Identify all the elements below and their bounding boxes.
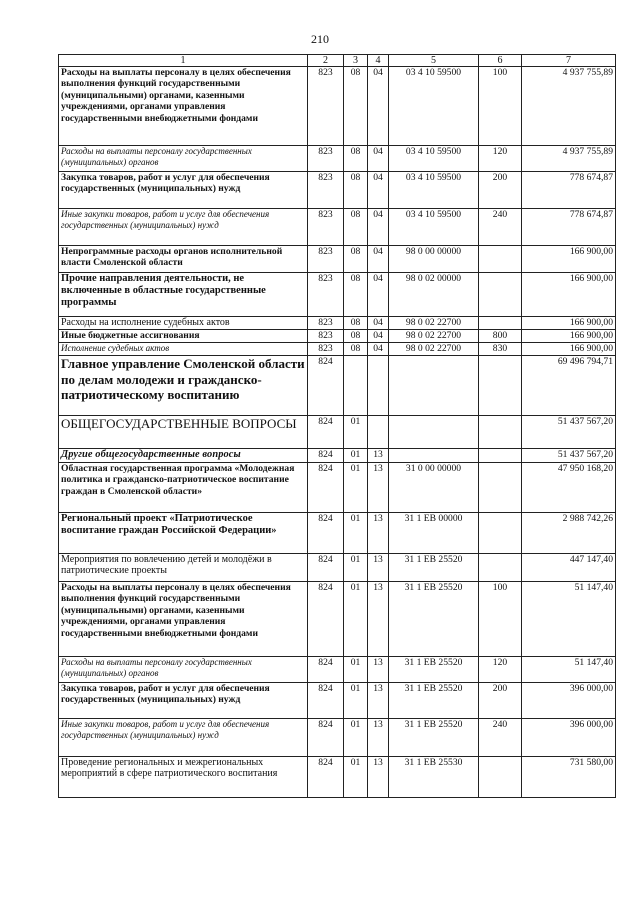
subsection-code-cell: 04 — [368, 146, 389, 172]
admin-code-cell: 823 — [308, 146, 344, 172]
amount-cell: 47 950 168,20 — [522, 463, 616, 513]
subsection-code-cell — [368, 356, 389, 416]
expense-type-cell: 200 — [479, 683, 522, 719]
subsection-code-cell: 04 — [368, 246, 389, 273]
row-name-cell: Расходы на исполнение судебных актов — [59, 317, 308, 330]
amount-cell: 778 674,87 — [522, 172, 616, 209]
table-row — [59, 757, 616, 798]
table-row — [59, 317, 616, 330]
subsection-code-cell: 13 — [368, 513, 389, 554]
page-number: 210 — [311, 32, 329, 46]
admin-code-cell: 824 — [308, 356, 344, 416]
row-name-cell: Проведение региональных и межрегиональных мероприятий в сфере патриотического воспитания — [59, 757, 308, 798]
row-name-cell: Расходы на выплаты персоналу государственных (муниципальных) органов — [59, 657, 308, 683]
target-article-cell: 31 1 ЕВ 25520 — [389, 582, 479, 657]
admin-code-cell: 824 — [308, 657, 344, 683]
row-name-cell: Иные закупки товаров, работ и услуг для обеспечения государственных (муниципальных) нужд — [59, 719, 308, 757]
amount-cell: 166 900,00 — [522, 317, 616, 330]
admin-code-cell: 824 — [308, 683, 344, 719]
amount-cell: 4 937 755,89 — [522, 67, 616, 146]
header-cell: 5 — [389, 55, 479, 67]
amount-cell: 447 147,40 — [522, 554, 616, 582]
subsection-code-cell: 04 — [368, 343, 389, 356]
target-article-cell: 03 4 10 59500 — [389, 67, 479, 146]
row-name-cell: Областная государственная программа «Молодежная политика и гражданско-патриотическое воспитание граждан в Смоленской области» — [59, 463, 308, 513]
subsection-code-cell: 04 — [368, 317, 389, 330]
target-article-cell: 98 0 00 00000 — [389, 246, 479, 273]
section-code-cell: 08 — [344, 343, 368, 356]
section-code-cell: 01 — [344, 449, 368, 463]
target-article-cell: 31 1 ЕВ 00000 — [389, 513, 479, 554]
admin-code-cell: 823 — [308, 330, 344, 343]
table-row — [59, 246, 616, 273]
table-row — [59, 513, 616, 554]
amount-cell: 731 580,00 — [522, 757, 616, 798]
amount-cell: 166 900,00 — [522, 273, 616, 317]
amount-cell: 69 496 794,71 — [522, 356, 616, 416]
header-cell: 4 — [368, 55, 389, 67]
row-name-cell: Исполнение судебных актов — [59, 343, 308, 356]
admin-code-cell: 823 — [308, 209, 344, 246]
row-name-cell: Другие общегосударственные вопросы — [59, 449, 308, 463]
subsection-code-cell: 13 — [368, 582, 389, 657]
subsection-code-cell: 13 — [368, 719, 389, 757]
section-code-cell: 01 — [344, 683, 368, 719]
section-code-cell: 08 — [344, 67, 368, 146]
subsection-code-cell: 04 — [368, 273, 389, 317]
row-name-cell: Закупка товаров, работ и услуг для обеспечения государственных (муниципальных) нужд — [59, 683, 308, 719]
expense-type-cell: 830 — [479, 343, 522, 356]
row-name-cell: Прочие направления деятельности, не включенные в областные государственные программы — [59, 273, 308, 317]
admin-code-cell: 823 — [308, 273, 344, 317]
table-row — [59, 67, 616, 146]
target-article-cell: 03 4 10 59500 — [389, 209, 479, 246]
amount-cell: 51 147,40 — [522, 582, 616, 657]
expense-type-cell: 800 — [479, 330, 522, 343]
table-header-row — [59, 55, 616, 67]
budget-table — [58, 54, 616, 798]
amount-cell: 51 437 567,20 — [522, 449, 616, 463]
target-article-cell: 31 1 ЕВ 25520 — [389, 719, 479, 757]
target-article-cell: 03 4 10 59500 — [389, 146, 479, 172]
header-cell: 3 — [344, 55, 368, 67]
amount-cell: 166 900,00 — [522, 246, 616, 273]
expense-type-cell — [479, 757, 522, 798]
row-name-cell: Расходы на выплаты персоналу в целях обеспечения выполнения функций государственными (муниципальными) органами, казенными учреждениями, органами управления государственными внебюджетными фондами — [59, 582, 308, 657]
expense-type-cell: 200 — [479, 172, 522, 209]
subsection-code-cell: 13 — [368, 683, 389, 719]
expense-type-cell — [479, 273, 522, 317]
row-name-cell: ОБЩЕГОСУДАРСТВЕННЫЕ ВОПРОСЫ — [59, 416, 308, 449]
table-row — [59, 356, 616, 416]
expense-type-cell — [479, 554, 522, 582]
table-row — [59, 582, 616, 657]
subsection-code-cell — [368, 416, 389, 449]
subsection-code-cell: 04 — [368, 172, 389, 209]
table-row — [59, 463, 616, 513]
admin-code-cell: 824 — [308, 582, 344, 657]
amount-cell: 778 674,87 — [522, 209, 616, 246]
expense-type-cell — [479, 317, 522, 330]
section-code-cell: 01 — [344, 657, 368, 683]
section-code-cell: 01 — [344, 513, 368, 554]
amount-cell: 2 988 742,26 — [522, 513, 616, 554]
section-code-cell: 01 — [344, 719, 368, 757]
expense-type-cell: 240 — [479, 719, 522, 757]
admin-code-cell: 824 — [308, 449, 344, 463]
target-article-cell — [389, 449, 479, 463]
admin-code-cell: 824 — [308, 513, 344, 554]
section-code-cell: 01 — [344, 554, 368, 582]
section-code-cell: 08 — [344, 330, 368, 343]
subsection-code-cell: 13 — [368, 449, 389, 463]
expense-type-cell: 240 — [479, 209, 522, 246]
section-code-cell: 08 — [344, 317, 368, 330]
table-row — [59, 146, 616, 172]
amount-cell: 166 900,00 — [522, 330, 616, 343]
target-article-cell: 31 1 ЕВ 25520 — [389, 657, 479, 683]
admin-code-cell: 823 — [308, 317, 344, 330]
subsection-code-cell: 04 — [368, 209, 389, 246]
admin-code-cell: 823 — [308, 343, 344, 356]
row-name-cell: Расходы на выплаты персоналу в целях обеспечения выполнения функций государственными (муниципальными) органами, казенными учреждениями, органами управления государственными внебюджетными фондами — [59, 67, 308, 146]
header-cell: 2 — [308, 55, 344, 67]
subsection-code-cell: 04 — [368, 330, 389, 343]
admin-code-cell: 824 — [308, 463, 344, 513]
admin-code-cell: 823 — [308, 246, 344, 273]
expense-type-cell: 120 — [479, 657, 522, 683]
target-article-cell: 98 0 02 22700 — [389, 330, 479, 343]
target-article-cell — [389, 416, 479, 449]
section-code-cell: 01 — [344, 416, 368, 449]
expense-type-cell: 120 — [479, 146, 522, 172]
amount-cell: 396 000,00 — [522, 719, 616, 757]
target-article-cell: 03 4 10 59500 — [389, 172, 479, 209]
target-article-cell: 98 0 02 00000 — [389, 273, 479, 317]
row-name-cell: Региональный проект «Патриотическое воспитание граждан Российской Федерации» — [59, 513, 308, 554]
target-article-cell: 31 1 ЕВ 25520 — [389, 554, 479, 582]
table-row — [59, 657, 616, 683]
table-row — [59, 416, 616, 449]
table-row — [59, 554, 616, 582]
expense-type-cell — [479, 416, 522, 449]
admin-code-cell: 823 — [308, 67, 344, 146]
amount-cell: 51 437 567,20 — [522, 416, 616, 449]
expense-type-cell — [479, 246, 522, 273]
subsection-code-cell: 13 — [368, 757, 389, 798]
target-article-cell: 98 0 02 22700 — [389, 343, 479, 356]
section-code-cell: 08 — [344, 246, 368, 273]
table-row — [59, 343, 616, 356]
row-name-cell: Непрограммные расходы органов исполнительной власти Смоленской области — [59, 246, 308, 273]
table-row — [59, 273, 616, 317]
row-name-cell: Мероприятия по вовлечению детей и молодёжи в патриотические проекты — [59, 554, 308, 582]
subsection-code-cell: 13 — [368, 554, 389, 582]
admin-code-cell: 824 — [308, 416, 344, 449]
admin-code-cell: 823 — [308, 172, 344, 209]
row-name-cell: Главное управление Смоленской области по делам молодежи и гражданско-патриотическому воспитанию — [59, 356, 308, 416]
expense-type-cell — [479, 449, 522, 463]
row-name-cell: Закупка товаров, работ и услуг для обеспечения государственных (муниципальных) нужд — [59, 172, 308, 209]
target-article-cell — [389, 356, 479, 416]
row-name-cell: Расходы на выплаты персоналу государственных (муниципальных) органов — [59, 146, 308, 172]
admin-code-cell: 824 — [308, 757, 344, 798]
subsection-code-cell: 13 — [368, 463, 389, 513]
table-row — [59, 449, 616, 463]
section-code-cell: 08 — [344, 209, 368, 246]
table-row — [59, 172, 616, 209]
row-name-cell: Иные закупки товаров, работ и услуг для обеспечения государственных (муниципальных) нужд — [59, 209, 308, 246]
admin-code-cell: 824 — [308, 719, 344, 757]
table-row — [59, 719, 616, 757]
amount-cell: 4 937 755,89 — [522, 146, 616, 172]
section-code-cell: 01 — [344, 757, 368, 798]
header-cell: 1 — [59, 55, 308, 67]
section-code-cell: 08 — [344, 273, 368, 317]
target-article-cell: 31 0 00 00000 — [389, 463, 479, 513]
expense-type-cell — [479, 463, 522, 513]
table-row — [59, 330, 616, 343]
target-article-cell: 98 0 02 22700 — [389, 317, 479, 330]
admin-code-cell: 824 — [308, 554, 344, 582]
section-code-cell: 08 — [344, 172, 368, 209]
row-name-cell: Иные бюджетные ассигнования — [59, 330, 308, 343]
expense-type-cell: 100 — [479, 67, 522, 146]
section-code-cell: 01 — [344, 582, 368, 657]
table-row — [59, 683, 616, 719]
target-article-cell: 31 1 ЕВ 25530 — [389, 757, 479, 798]
subsection-code-cell: 04 — [368, 67, 389, 146]
subsection-code-cell: 13 — [368, 657, 389, 683]
amount-cell: 166 900,00 — [522, 343, 616, 356]
amount-cell: 396 000,00 — [522, 683, 616, 719]
section-code-cell: 08 — [344, 146, 368, 172]
header-cell: 6 — [479, 55, 522, 67]
expense-type-cell — [479, 356, 522, 416]
header-cell: 7 — [522, 55, 616, 67]
expense-type-cell — [479, 513, 522, 554]
target-article-cell: 31 1 ЕВ 25520 — [389, 683, 479, 719]
table-row — [59, 209, 616, 246]
section-code-cell: 01 — [344, 463, 368, 513]
section-code-cell — [344, 356, 368, 416]
amount-cell: 51 147,40 — [522, 657, 616, 683]
expense-type-cell: 100 — [479, 582, 522, 657]
